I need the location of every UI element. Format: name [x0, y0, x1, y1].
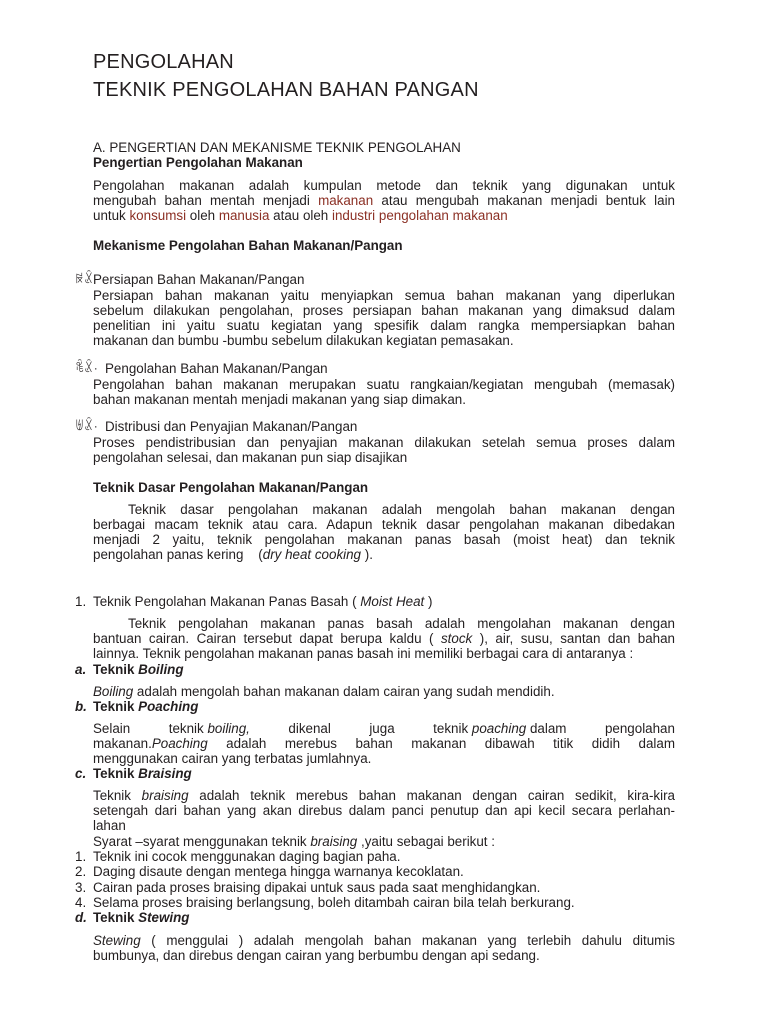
paragraph-line: menjadi 2 yaitu, teknik pengolahan makanan panas basah (moist heat) dan teknik	[93, 532, 675, 547]
paragraph-line: Syarat –syarat menggunakan teknik braising ,yaitu sebagai berikut :	[93, 834, 495, 849]
paragraph-line: menggunakan cairan yang terbatas jumlahnya.	[93, 751, 372, 766]
stewing-heading: Teknik Stewing	[93, 910, 190, 925]
paragraph-line: berbagai macam teknik atau cara. Adapun teknik dasar pengolahan makanan dibedakan	[93, 517, 675, 532]
doc-subtitle: TEKNIK PENGOLAHAN BAHAN PANGAN	[93, 79, 479, 101]
mekanisme-item-title: Pengolahan Bahan Makanan/Pangan	[105, 361, 328, 376]
list-item: Teknik ini cocok menggunakan daging bagian paha.	[93, 849, 401, 864]
list-number: 1.	[75, 849, 87, 864]
paragraph-line: penelitian ini yaitu suatu kegiatan yang spesifik dalam rangka mempersiapkan bahan	[93, 318, 675, 333]
list-number: 3.	[75, 880, 87, 895]
list-item: Daging disaute dengan mentega hingga warnanya kecoklatan.	[93, 864, 464, 879]
list-letter: c.	[75, 766, 87, 781]
paragraph-line: Teknik dasar pengolahan makanan adalah mengolah bahan makanan dengan	[128, 502, 675, 517]
list-letter: d.	[75, 910, 87, 925]
section-a-subheading: Pengertian Pengolahan Makanan	[93, 155, 303, 170]
mekanisme-item-title: Distribusi dan Penyajian Makanan/Pangan	[105, 419, 358, 434]
poaching-heading: Teknik Poaching	[93, 699, 199, 714]
section-a-heading: A. PENGERTIAN DAN MEKANISME TEKNIK PENGOLAHAN	[93, 140, 461, 155]
makanan-link[interactable]: makanan	[318, 193, 374, 208]
paragraph-line: Boiling adalah mengolah bahan makanan dalam cairan yang sudah mendidih.	[93, 684, 555, 699]
paragraph-line: pengolahan panas kering (dry heat cooking ).	[93, 547, 373, 562]
list-number: 1.	[75, 594, 87, 609]
paragraph-line: Pengolahan makanan adalah kumpulan metode dan teknik yang digunakan untuk	[93, 178, 675, 193]
paragraph-line: untuk konsumsi oleh manusia atau oleh industri pengolahan makanan	[93, 208, 508, 223]
mekanisme-item-title: Persiapan Bahan Makanan/Pangan	[93, 272, 305, 287]
paragraph-line: Teknik pengolahan makanan panas basah adalah mengolahan makanan dengan	[128, 616, 675, 631]
list-letter: b.	[75, 699, 87, 714]
bullet-glyph-icon: ꊡꊩ	[75, 272, 94, 286]
paragraph-line: bantuan cairan. Cairan tersebut dapat berupa kaldu ( stock ), air, susu, santan dan bahan	[93, 631, 675, 646]
teknik-dasar-heading: Teknik Dasar Pengolahan Makanan/Pangan	[93, 480, 369, 495]
mekanisme-heading: Mekanisme Pengolahan Bahan Makanan/Pangan	[93, 238, 403, 253]
paragraph-line: Teknik braising adalah teknik merebus bahan makanan dengan cairan sedikit, kira-kira	[93, 788, 675, 803]
braising-heading: Teknik Braising	[93, 766, 192, 781]
bullet-glyph-icon: ꉅꊩ·	[75, 419, 98, 433]
paragraph-line: mengubah bahan mentah menjadi makanan atau mengubah makanan menjadi bentuk lain	[93, 193, 675, 208]
doc-title: PENGOLAHAN	[93, 51, 234, 73]
moist-heat-title: Teknik Pengolahan Makanan Panas Basah ( Moist Heat )	[93, 594, 433, 609]
bullet-glyph-icon: ꄕꊩ·	[75, 361, 98, 375]
industri-link[interactable]: industri pengolahan makanan	[331, 208, 508, 223]
list-letter: a.	[75, 662, 87, 677]
paragraph-line: Stewing ( menggulai ) adalah mengolah bahan makanan yang terlebih dahulu ditumis	[93, 933, 675, 948]
paragraph-line: makanan dan bumbu -bumbu sebelum dilakukan kegiatan pemasakan.	[93, 333, 514, 348]
paragraph-line: bahan makanan mentah menjadi makanan yang siap dimakan.	[93, 392, 466, 407]
paragraph-line: lahan	[93, 818, 126, 833]
list-item: Selama proses braising berlangsung, boleh ditambah cairan bila telah berkurang.	[93, 895, 575, 910]
paragraph-line: bumbunya, dan direbus dengan cairan yang berbumbu dengan api sedang.	[93, 948, 540, 963]
paragraph-line: Proses pendistribusian dan penyajian makanan dilakukan setelah semua proses dalam	[93, 435, 675, 450]
paragraph-line: lainnya. Teknik pengolahan makanan panas basah ini memiliki berbagai cara di antaranya :	[93, 646, 634, 661]
konsumsi-link[interactable]: konsumsi	[129, 208, 187, 223]
manusia-link[interactable]: manusia	[218, 208, 270, 223]
list-number: 4.	[75, 895, 87, 910]
paragraph-line: Persiapan bahan makanan yaitu menyiapkan semua bahan makanan yang diperlukan	[93, 288, 675, 303]
paragraph-line: pengolahan selesai, dan makanan pun siap disajikan	[93, 450, 408, 465]
paragraph-line: setengah dari bahan yang akan direbus dalam panci penutup dan api kecil secara perlahan-	[93, 803, 675, 818]
list-item: Cairan pada proses braising dipakai untuk saus pada saat menghidangkan.	[93, 880, 541, 895]
list-number: 2.	[75, 864, 87, 879]
paragraph-line: Selain teknik boiling, dikenal juga teknik poaching dalam pengolahan	[93, 721, 675, 736]
paragraph-line: makanan.Poaching adalah merebus bahan makanan dibawah titik didih dalam	[93, 736, 675, 751]
paragraph-line: Pengolahan bahan makanan merupakan suatu rangkaian/kegiatan mengubah (memasak)	[93, 377, 675, 392]
paragraph-line: sebelum dilakukan pengolahan, proses persiapan bahan makanan yang dimaksud dalam	[93, 303, 675, 318]
boiling-heading: Teknik Boiling	[93, 662, 184, 677]
